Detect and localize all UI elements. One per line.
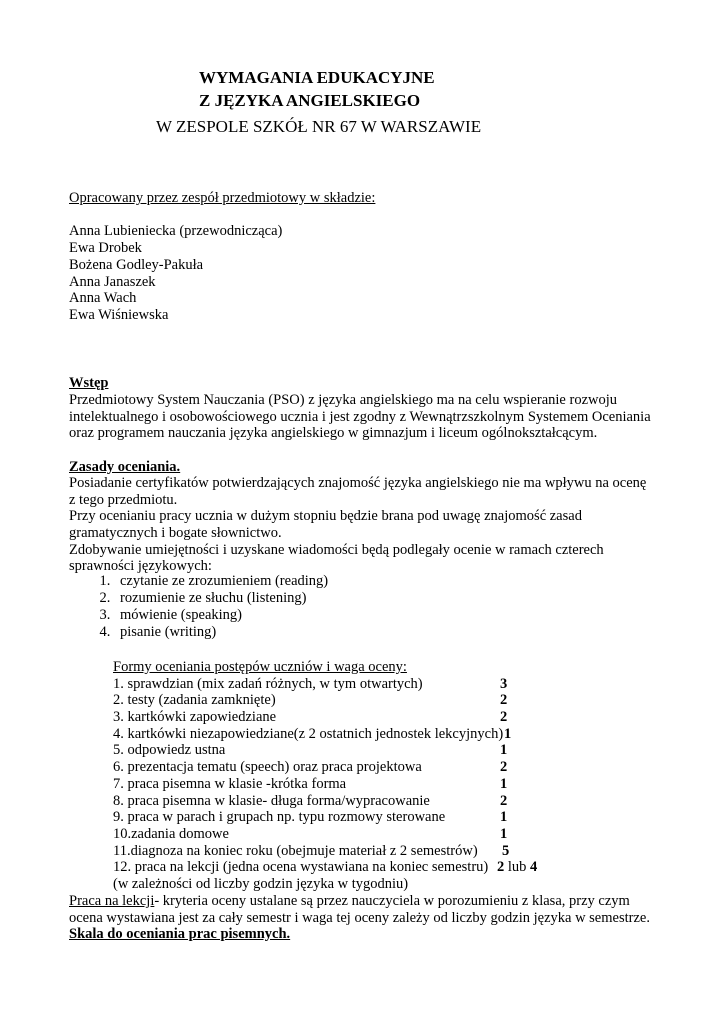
form-weight: 1 — [500, 826, 508, 842]
lesson-work-line-2: ocena wystawiana jest za cały semestr i waga tej oceny zależy od liczby godzin języka w semestrze. — [69, 910, 650, 926]
rules-line: Posiadanie certyfikatów potwierdzających znajomość języka angielskiego nie ma wpływu na ocenę — [69, 475, 647, 491]
form-item: 3. kartkówki zapowiedziane — [113, 709, 277, 725]
intro-line: Przedmiotowy System Nauczania (PSO) z języka angielskiego ma na celu wspieranie rozwoju — [69, 392, 618, 408]
form-weight-range — [497, 859, 537, 876]
intro-line: oraz programem nauczania języka angielskiego w gimnazjum i liceum ogólnokształcącym. — [69, 425, 598, 441]
form-item: 10.zadania domowe — [113, 826, 229, 842]
form-item-note: (w zależności od liczby godzin języka w tygodniu) — [113, 876, 409, 892]
team-heading: Opracowany przez zespół przedmiotowy w składzie: — [69, 190, 376, 206]
form-item: 9. praca w parach i grupach np. typu rozmowy sterowane — [113, 809, 446, 825]
form-item: 6. prezentacja tematu (speech) oraz praca projektowa — [113, 759, 422, 775]
form-item: 12. praca na lekcji (jedna ocena wystawiana na koniec semestru) — [113, 859, 489, 875]
scale-heading: Skala do oceniania prac pisemnych. — [69, 926, 291, 942]
rules-line: Przy ocenianiu pracy ucznia w dużym stopniu będzie brana pod uwagę znajomość zasad — [69, 508, 582, 524]
rules-line: Zdobywanie umiejętności i uzyskane wiadomości będą podlegały ocenie w ramach czterech — [69, 542, 604, 558]
team-member: Anna Janaszek — [69, 274, 156, 290]
team-member: Ewa Drobek — [69, 240, 142, 256]
form-item: 11.diagnoza na koniec roku (obejmuje materiał z 2 semestrów) — [113, 843, 478, 859]
form-weight: 2 — [500, 692, 508, 708]
intro-heading: Wstęp — [69, 375, 109, 391]
form-item: 7. praca pisemna w klasie -krótka forma — [113, 776, 347, 792]
form-item: 2. testy (zadania zamknięte) — [113, 692, 276, 708]
title-line-2: Z JĘZYKA ANGIELSKIEGO — [199, 91, 421, 110]
lesson-work-line-1 — [69, 893, 630, 910]
form-weight: 1 — [500, 776, 508, 792]
team-member: Ewa Wiśniewska — [69, 307, 169, 323]
form-weight-separator: lub — [504, 859, 531, 875]
team-member: Anna Lubieniecka (przewodnicząca) — [69, 223, 283, 239]
skill-item: 2. rozumienie ze słuchu (listening) — [114, 590, 328, 607]
rules-line: gramatycznych i bogate słownictwo. — [69, 525, 282, 541]
skill-item: 3. mówienie (speaking) — [114, 607, 328, 624]
skill-item: 4. pisanie (writing) — [114, 624, 328, 641]
rules-line: sprawności językowych: — [69, 558, 212, 574]
intro-line: intelektualnego i osobowościowego ucznia i jest zgodny z Wewnątrzszkolnym Systemem Oceniania — [69, 409, 651, 425]
form-weight: 2 — [500, 709, 508, 725]
form-item: 1. sprawdzian (mix zadań różnych, w tym otwartych) — [113, 676, 423, 692]
forms-heading: Formy oceniania postępów uczniów i waga oceny: — [113, 659, 407, 675]
skills-list — [70, 573, 328, 641]
rules-line: z tego przedmiotu. — [69, 492, 178, 508]
team-member: Bożena Godley-Pakuła — [69, 257, 204, 273]
form-weight: 1 — [500, 742, 508, 758]
form-weight: 1 — [504, 726, 512, 742]
rules-heading: Zasady oceniania. — [69, 459, 181, 475]
form-weight: 1 — [500, 809, 508, 825]
form-weight: 2 — [500, 759, 508, 775]
form-weight: 4 — [530, 859, 538, 875]
form-weight: 2 — [497, 859, 505, 875]
form-item: 4. kartkówki niezapowiedziane(z 2 ostatnich jednostek lekcyjnych) — [113, 726, 504, 742]
lesson-work-term: Praca na lekcji — [69, 893, 155, 909]
title-line-3: W ZESPOLE SZKÓŁ NR 67 W WARSZAWIE — [156, 117, 482, 136]
form-item: 5. odpowiedz ustna — [113, 742, 226, 758]
lesson-work-text: - kryteria oceny ustalane są przez nauczyciela w porozumieniu z klasa, przy czym — [154, 893, 630, 909]
team-member: Anna Wach — [69, 290, 137, 306]
skill-item: 1. czytanie ze zrozumieniem (reading) — [114, 573, 328, 590]
title-line-1: WYMAGANIA EDUKACYJNE — [199, 68, 435, 87]
form-item: 8. praca pisemna w klasie- długa forma/wypracowanie — [113, 793, 430, 809]
form-weight: 2 — [500, 793, 508, 809]
form-weight: 5 — [502, 843, 510, 859]
form-weight: 3 — [500, 676, 508, 692]
